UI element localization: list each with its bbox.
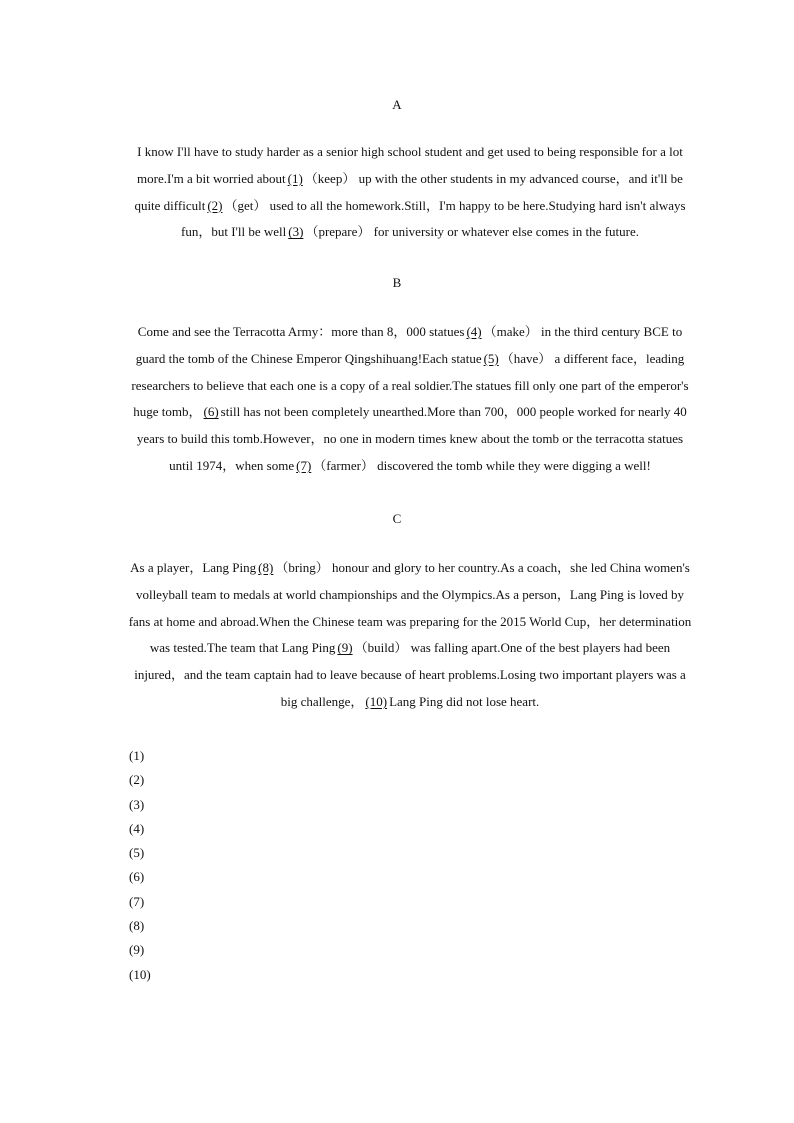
answer-blank: (7) — [296, 457, 312, 473]
answer-line: (6) — [129, 869, 145, 885]
passage-b — [125, 319, 695, 480]
section-label-b: B — [392, 275, 402, 290]
passage-text: （get） used to all the homework.Still，I'm happy to be here.Studying hard isn't always fun，but I'll be well — [181, 197, 686, 240]
answer-line: (1) — [129, 748, 145, 763]
passage-a — [125, 139, 695, 246]
answer-blank: (5) — [483, 350, 499, 366]
answer-list — [129, 744, 151, 987]
passage-text: Lang Ping did not lose heart. — [389, 693, 540, 709]
answer-line: (5) — [129, 845, 145, 861]
passage-text: （build） was falling apart.One of the best players had been injured，and the team captain had to leave because of heart problems.Losing two important players was a big challenge， — [134, 640, 686, 709]
answer-line: (8) — [129, 918, 145, 934]
passage-text: （prepare） for university or whatever else comes in the future. — [305, 224, 639, 240]
passage-text: （bring） honour and glory to her country.As a coach，she led China women's volleyball team to medals at world championships and the Olympics.As a person，Lang Ping is loved by fans at home and abroad.When the Chinese team was preparing for the 2015 World Cup，her determination was tested.The team that Lang Ping — [128, 560, 692, 656]
answer-blank: (4) — [466, 324, 482, 339]
answer-blank: (3) — [288, 224, 304, 240]
passage-text: I know I'll have to study harder as a senior high school student and get used to being responsible for a lot more.I'm a bit worried about — [137, 144, 683, 186]
passage-c — [125, 555, 695, 716]
answer-line: (2) — [129, 772, 145, 788]
answer-line: (4) — [129, 820, 145, 836]
answer-blank: (1) — [287, 170, 303, 186]
passage-text: still has not been completely unearthed.More than 700，000 people worked for nearly 40 years to build this tomb.However，no one in modern times knew about the tomb or the terracotta statues until 1974，when some — [136, 404, 687, 473]
passage-text: （farmer） discovered the tomb while they were digging a well! — [313, 457, 651, 473]
answer-line: (3) — [129, 796, 145, 812]
answer-blank: (10) — [365, 693, 388, 709]
answer-blank: (6) — [203, 404, 219, 420]
passage-text: （have） a different face，leading researchers to believe that each one is a copy of a real soldier.The statues fill only one part of the emperor's huge tomb， — [131, 350, 689, 420]
answer-blank: (2) — [207, 197, 223, 213]
answer-line: (10) — [129, 966, 151, 982]
answer-line: (7) — [129, 893, 145, 909]
section-label-c: C — [392, 511, 402, 526]
passage-text: （keep） up with the other students in my advanced course，and it'll be quite difficult — [134, 170, 683, 213]
section-label-a: A — [392, 97, 402, 112]
passage-text: Come and see the Terracotta Army：more than 8，000 statues — [137, 324, 465, 339]
answer-blank: (9) — [337, 640, 353, 656]
answer-line: (9) — [129, 942, 145, 958]
passage-text: （make） in the third century BCE to guard the tomb of the Chinese Emperor Qingshihuang!Each statue — [135, 324, 683, 366]
passage-text: As a player，Lang Ping — [130, 560, 257, 575]
answer-blank: (8) — [258, 560, 274, 575]
